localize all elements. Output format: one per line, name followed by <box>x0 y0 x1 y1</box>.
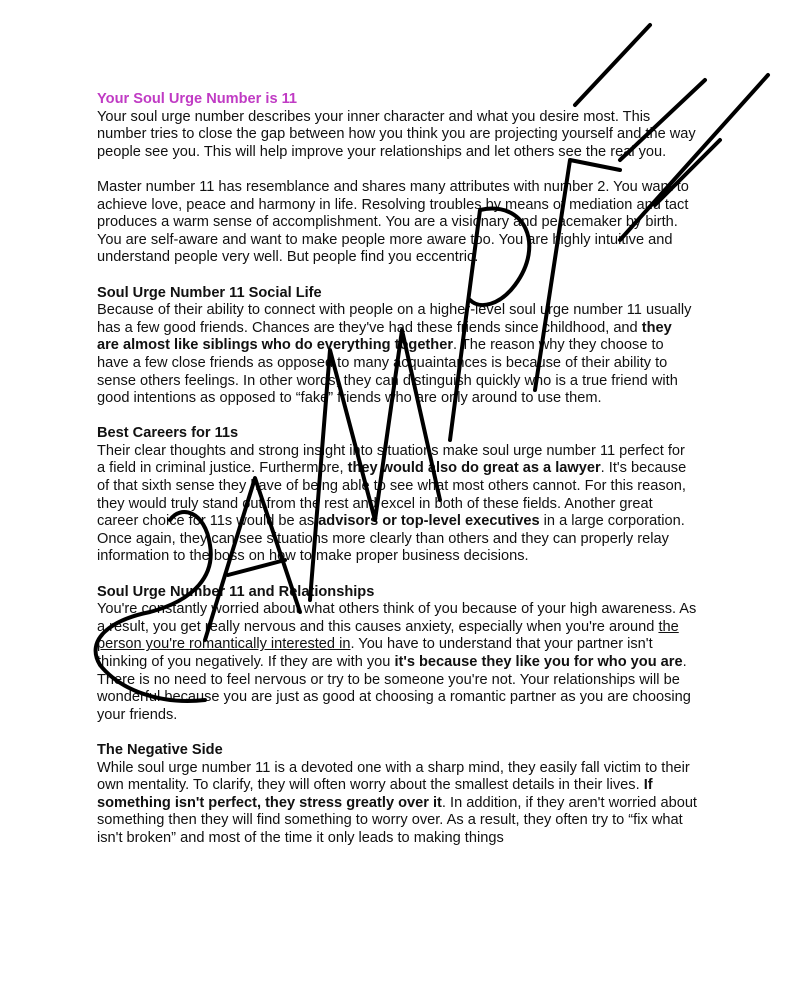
careers-emphasis-executives: advisors or top-level executives <box>318 513 540 530</box>
page-title: Your Soul Urge Number is 11 <box>97 91 298 107</box>
relationships-heading: Soul Urge Number 11 and Relationships <box>97 583 375 600</box>
relationships-emphasis: it's because they like you for who you are <box>394 654 683 670</box>
careers-paragraph: Their clear thoughts and strong insight into situations make soul urge number 11 perfect for a field in criminal justice. Furthermore, they would also do great as a lawyer. It's because of that sixth sense they have of being able to see what most others cannot. For this reason, they would truly stand out from the rest and excel in both of these fields. Another great career choice for 11s would be as advisors or top-level executives in a large corporation. Once again, they can see situations more clearly than others and they can properly relay information to the boss on how to make proper business decisions. <box>97 442 687 565</box>
intro-paragraph-1: Your soul urge number describes your inner character and what you desire most. This number tries to close the gap between how you think you are projecting yourself and the way people see you. This will help improve your relationships and let others see the real you. <box>97 108 696 160</box>
intro-paragraph-2: Master number 11 has resemblance and shares many attributes with number 2. You want to achieve love, peace and harmony in life. Resolving troubles by means of mediation and tact produces a warm sense of accomplishment. You are a visionary and peacemaker by birth. You are self-aware and want to make people more aware too. You are highly intuitive and understand people very well. But people find you eccentric. <box>97 178 689 266</box>
negative-side-emphasis: If something isn't perfect, they stress greatly over it <box>97 777 653 811</box>
negative-side-paragraph: While soul urge number 11 is a devoted one with a sharp mind, they easily fall victim to their own mentality. To clarify, they will often worry about the smallest details in their lives. If something isn't perfect, they stress greatly over it. In addition, if they aren't worried about something then they will find something to worry over. As a result, they often try to “fix what isn't broken” and most of the time it only leads to making things <box>97 759 697 846</box>
social-life-heading: Soul Urge Number 11 Social Life <box>97 284 322 301</box>
social-life-paragraph: Because of their ability to connect with people on a higher-level soul urge number 11 usually has a few good friends. Chances are they've had these friends since childhood, and they are almost like siblings who do everything together. The reason why they choose to have a few close friends as opposed to many acquaintances is because of their ability to sense others feelings. In other words, they can distinguish quickly who is a true friend with good intentions as opposed to “fake” friends who are only around to use them. <box>97 302 692 407</box>
relationships-underline: the person you're romantically interested in <box>97 618 679 653</box>
document-body <box>97 91 697 848</box>
careers-heading: Best Careers for 11s <box>97 425 239 442</box>
relationships-paragraph: You're constantly worried about what others think of you because of your high awareness. As a result, you get really nervous and this causes anxiety, especially when you're around the person you're romantically interested in. You have to understand that your partner isn't thinking of you negatively. If they are with you it's because they like you for who you are. There is no need to feel nervous or try to be someone you're not. Your relationships will be wonderful because you are just as good at choosing a romantic partner as you are choosing your friends. <box>97 601 697 723</box>
careers-emphasis-lawyer: they would also do great as a lawyer <box>347 460 601 477</box>
negative-side-heading: The Negative Side <box>97 741 223 758</box>
social-life-emphasis: they are almost like siblings who do everything together <box>97 319 672 354</box>
